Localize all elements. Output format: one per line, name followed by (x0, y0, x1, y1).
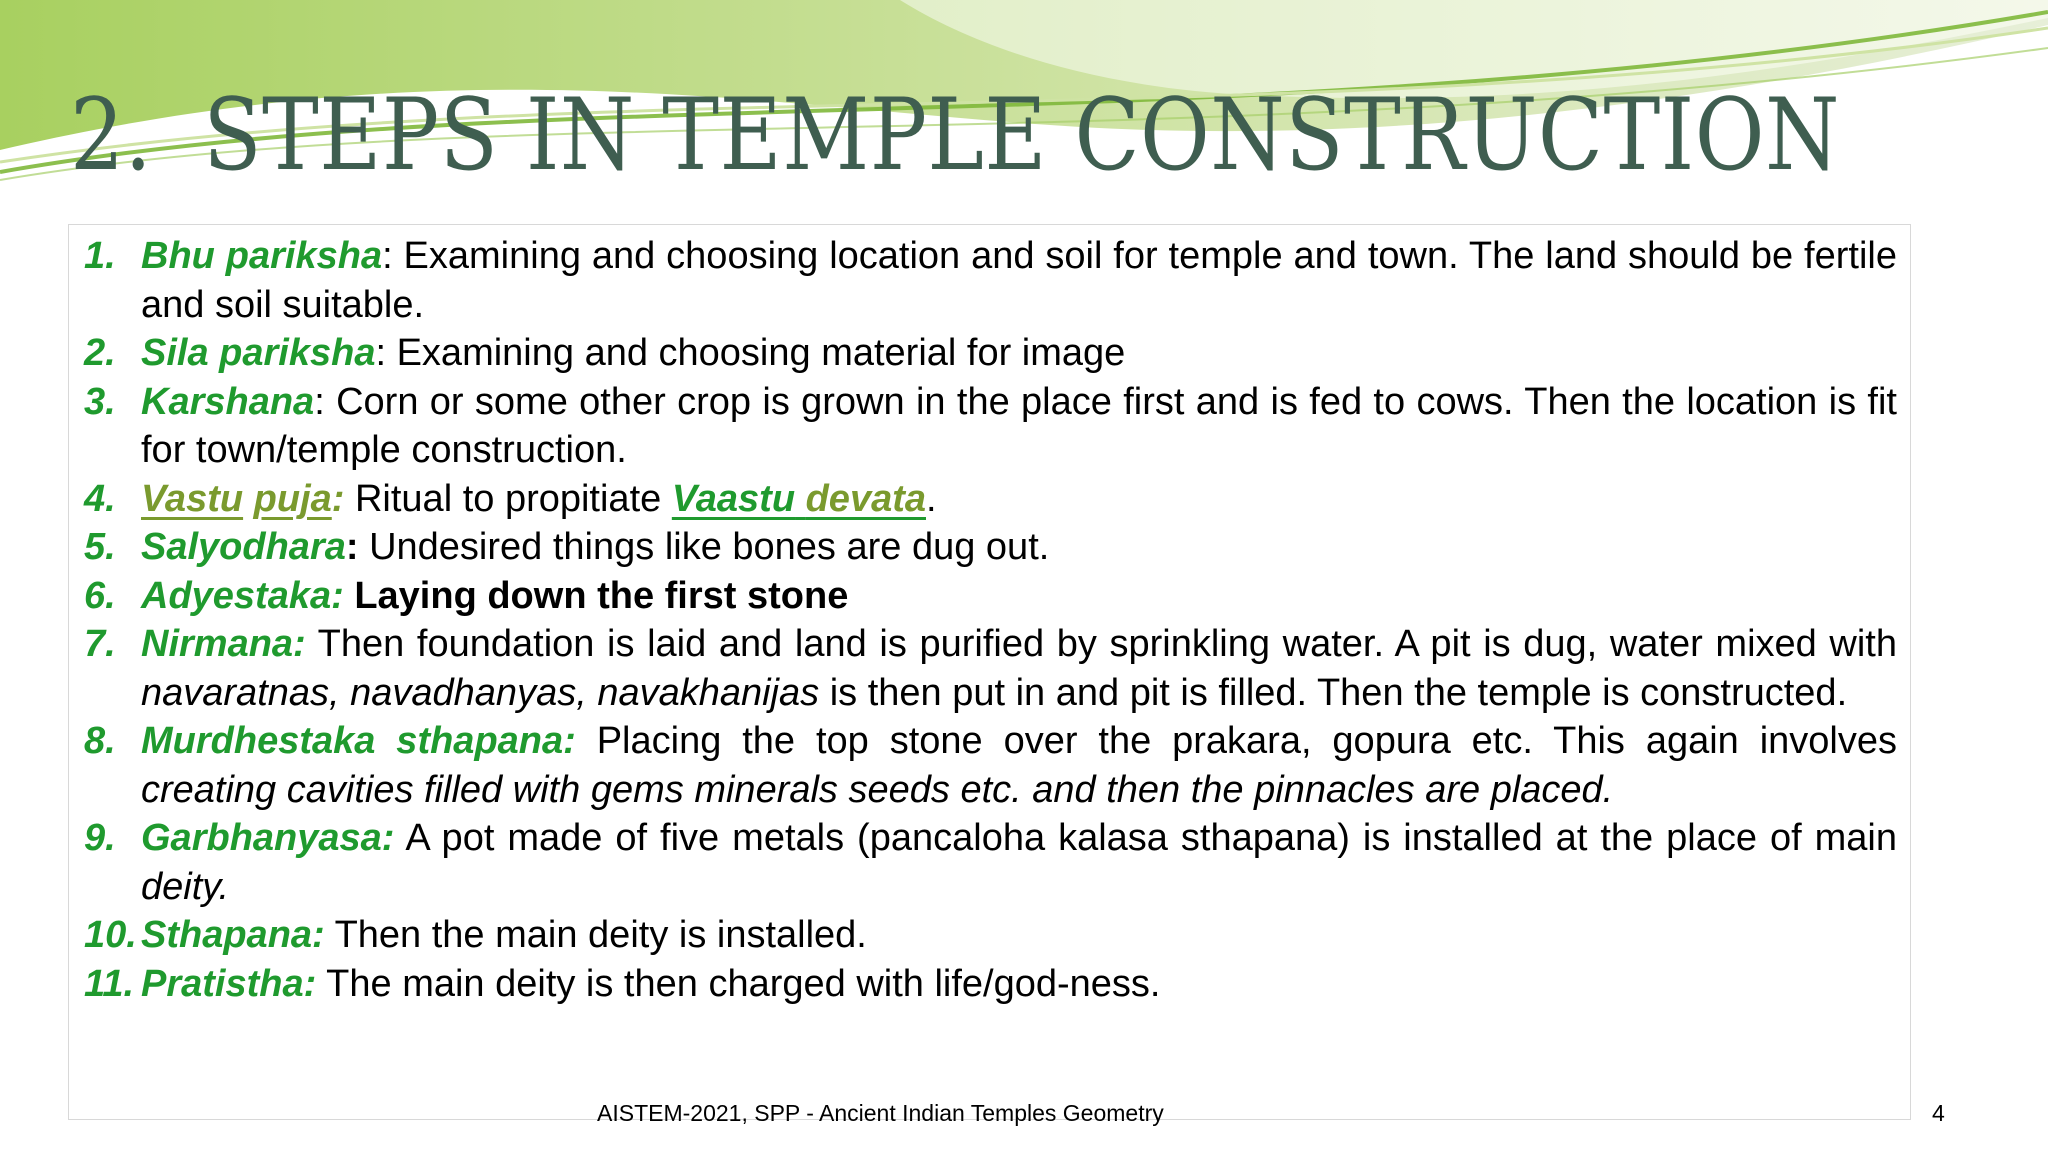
steps-list (84, 232, 1897, 1008)
link-word: Vaastu (671, 477, 796, 520)
list-item (84, 572, 1897, 621)
page-number: 4 (1932, 1100, 1945, 1126)
item-content (141, 960, 1897, 1009)
item-term: Sthapana: (141, 914, 325, 956)
item-italic-text: navaratnas, navadhanyas, navakhanijas (141, 671, 820, 714)
item-content (141, 378, 1897, 475)
item-text-end: . (926, 477, 937, 520)
title-number: 2. (70, 78, 153, 193)
footer-text: AISTEM-2021, SPP - Ancient Indian Temples Geometry (597, 1100, 1164, 1126)
item-number: 5. (84, 526, 116, 568)
item-italic-text: deity. (141, 865, 230, 908)
item-content (141, 911, 1897, 960)
item-number: 1. (84, 235, 116, 277)
item-number: 6. (84, 574, 116, 617)
list-item (84, 717, 1897, 814)
item-number: 7. (84, 623, 116, 665)
item-term: Garbhanyasa: (141, 817, 395, 859)
item-text: Then foundation is laid and land is purified by sprinkling water. A pit is dug, water mixed with (305, 623, 1897, 665)
item-content (141, 523, 1897, 572)
item-number: 11. (84, 962, 135, 1005)
list-item (84, 960, 1897, 1009)
item-text: Examining and choosing location and soil for temple and town. The land should be fertile and soil suitable. (141, 235, 1897, 326)
item-term: Bhu pariksha (141, 235, 383, 277)
item-content (141, 475, 1897, 524)
item-text: Corn or some other crop is grown in the place first and is fed to cows. Then the location is fit for town/temple construction. (141, 380, 1897, 471)
item-content (141, 329, 1897, 378)
item-text: Examining and choosing material for image (386, 332, 1126, 374)
item-term: Adyestaka: (141, 574, 344, 617)
item-text: Then the main deity is installed. (324, 914, 867, 956)
list-item (84, 232, 1897, 329)
item-text: A pot made of five metals (pancaloha kalasa sthapana) is installed at the place of main (394, 817, 1897, 859)
item-number: 4. (84, 477, 116, 520)
item-term: Karshana (141, 380, 315, 423)
item-text: Laying down the first stone (354, 574, 849, 617)
item-content (141, 814, 1897, 911)
item-text: Undesired things like bones are dug out. (358, 526, 1050, 568)
item-text: Placing the top stone over the prakara, gopura etc. This again involves (575, 720, 1897, 762)
list-item (84, 475, 1897, 524)
item-content (141, 572, 1897, 621)
item-separator: : (382, 235, 393, 277)
item-term: Murdhestaka sthapana: (141, 720, 576, 762)
item-content (141, 232, 1897, 329)
item-number: 3. (84, 380, 116, 423)
title-text: STEPS IN TEMPLE CONSTRUCTION (203, 78, 1840, 193)
item-separator: : (314, 380, 325, 423)
item-term-link[interactable]: Vastu (141, 477, 244, 520)
item-content (141, 620, 1897, 717)
item-number: 9. (84, 817, 116, 859)
item-number: 2. (84, 332, 116, 374)
list-item (84, 378, 1897, 475)
list-item (84, 911, 1897, 960)
item-term: Pratistha: (141, 962, 317, 1005)
item-text: The main deity is then charged with life/god-ness. (316, 962, 1161, 1005)
item-number: 8. (84, 720, 116, 762)
item-term: Nirmana: (141, 623, 306, 665)
item-text: Ritual to propitiate (344, 477, 672, 520)
list-item (84, 620, 1897, 717)
item-content (141, 717, 1897, 814)
item-italic-text: creating cavities filled with gems minerals seeds etc. and then the pinnacles are placed. (141, 768, 1614, 811)
list-item (84, 523, 1897, 572)
item-term: Sila pariksha (141, 332, 376, 374)
item-separator: : (345, 526, 359, 568)
item-separator: : (331, 477, 345, 520)
list-item (84, 814, 1897, 911)
item-term-link[interactable]: puja (253, 477, 332, 520)
link-word: devata (805, 477, 926, 520)
list-item (84, 329, 1897, 378)
slide-title (70, 78, 1840, 193)
item-text: is then put in and pit is filled. Then the temple is constructed. (819, 671, 1848, 714)
item-number: 10. (84, 914, 137, 956)
item-separator: : (375, 332, 387, 374)
item-term: Salyodhara (141, 526, 346, 568)
vaastu-devata-link[interactable] (672, 478, 926, 520)
